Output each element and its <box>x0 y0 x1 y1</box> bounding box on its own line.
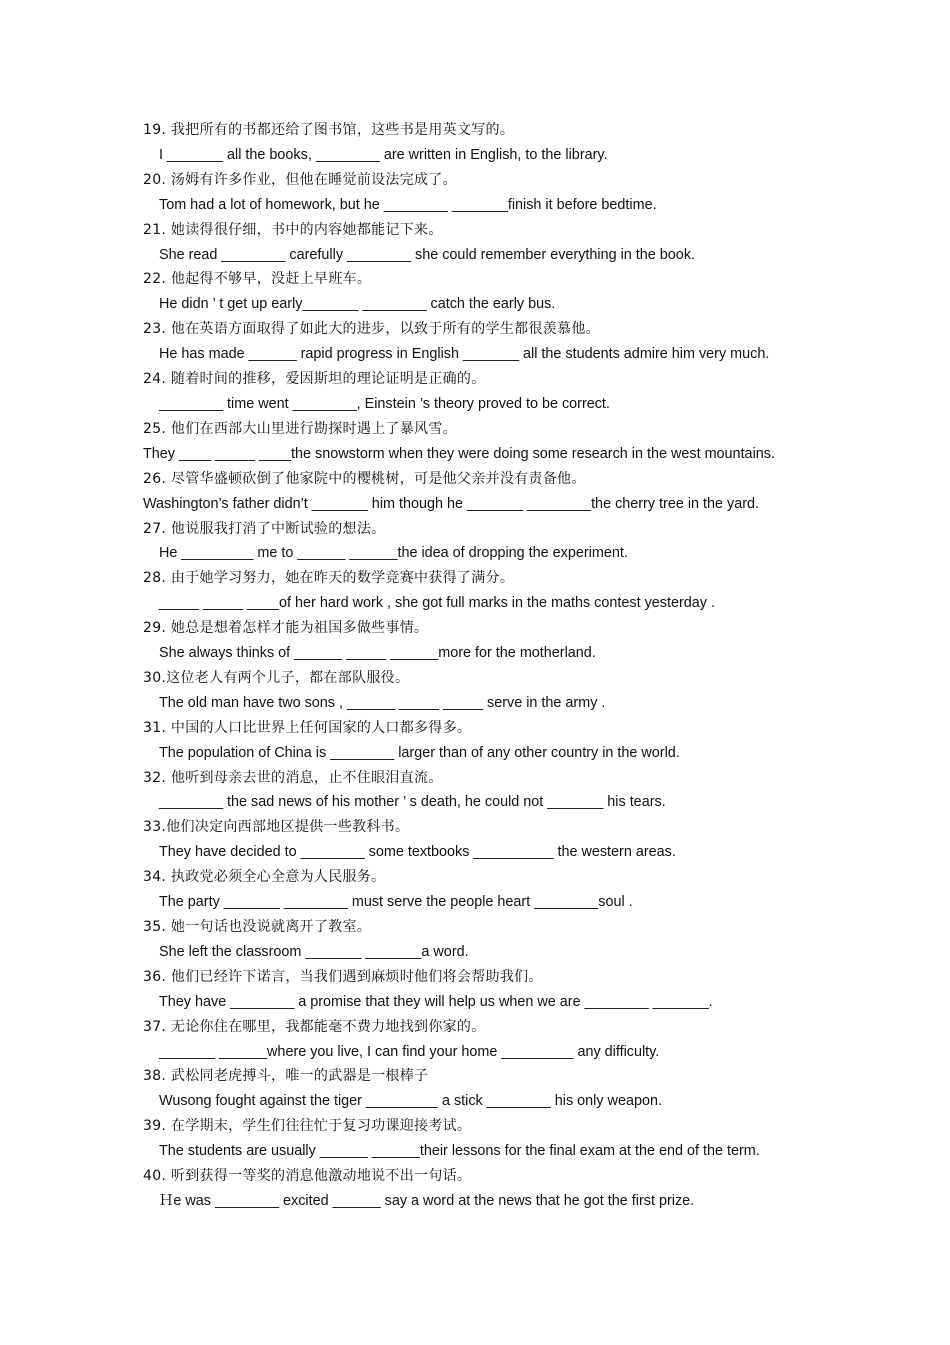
english-sentence: She always thinks of ______ _____ ______more for the motherland. <box>159 645 596 662</box>
english-sentence: Wusong fought against the tiger _________ a stick ________ his only weapon. <box>159 1093 662 1110</box>
exercise-item <box>143 666 823 716</box>
exercise-item <box>143 317 823 367</box>
english-sentence: ________ time went ________, Einstein ’s theory proved to be correct. <box>159 395 610 412</box>
english-sentence: Ｈe was ________ excited ______ say a word at the news that he got the first prize. <box>159 1192 695 1209</box>
english-sentence: He didn ’ t get up early_______ ________ catch the early bus. <box>159 296 556 313</box>
exercise-item <box>143 1064 823 1114</box>
english-sentence: The population of China is ________ larger than of any other country in the world. <box>159 744 680 761</box>
english-sentence: The party _______ ________ must serve the people heart ________soul . <box>159 894 633 911</box>
chinese-prompt: 25. 他们在西部大山里进行勘探时遇上了暴风雪。 <box>143 420 457 437</box>
exercise-item <box>143 367 823 417</box>
chinese-prompt: 28. 由于她学习努力，她在昨天的数学竞赛中获得了满分。 <box>143 570 515 587</box>
english-sentence: They ____ _____ ____the snowstorm when they were doing some research in the west mountains. <box>143 445 775 462</box>
chinese-prompt: 29. 她总是想着怎样才能为祖国多做些事情。 <box>143 620 429 637</box>
chinese-prompt: 32. 他听到母亲去世的消息，止不住眼泪直流。 <box>143 769 443 786</box>
exercise-item <box>143 1015 823 1065</box>
exercise-item <box>143 915 823 965</box>
english-sentence: The students are usually ______ ______their lessons for the final exam at the end of the term. <box>159 1143 760 1160</box>
chinese-prompt: 40. 听到获得一等奖的消息他激动地说不出一句话。 <box>143 1168 472 1185</box>
exercise-item <box>143 815 823 865</box>
chinese-prompt: 22. 他起得不够早，没赶上早班车。 <box>143 271 372 288</box>
chinese-prompt: 36. 他们已经许下诺言，当我们遇到麻烦时他们将会帮助我们。 <box>143 968 543 985</box>
chinese-prompt: 21. 她读得很仔细，书中的内容她都能记下来。 <box>143 221 443 238</box>
exercise-item <box>143 417 823 467</box>
chinese-prompt: 23. 他在英语方面取得了如此大的进步，以致于所有的学生都很羡慕他。 <box>143 321 600 338</box>
exercise-item <box>143 716 823 766</box>
chinese-prompt: 34. 执政党必须全心全意为人民服务。 <box>143 869 386 886</box>
english-sentence: ________ the sad news of his mother ’ s death, he could not _______ his tears. <box>159 794 666 811</box>
chinese-prompt: 37. 无论你住在哪里，我都能毫不费力地找到你家的。 <box>143 1018 486 1035</box>
english-sentence: _____ _____ ____of her hard work , she got full marks in the maths contest yesterday . <box>159 595 715 612</box>
chinese-prompt: 27. 他说服我打消了中断试验的想法。 <box>143 520 386 537</box>
chinese-prompt: 26. 尽管华盛顿砍倒了他家院中的樱桃树，可是他父亲并没有责备他。 <box>143 470 586 487</box>
chinese-prompt: 24. 随着时间的推移，爱因斯坦的理论证明是正确的。 <box>143 371 486 388</box>
english-sentence: _______ ______where you live, I can find your home _________ any difficulty. <box>159 1043 660 1060</box>
exercise-item <box>143 616 823 666</box>
english-sentence: He has made ______ rapid progress in English _______ all the students admire him very much. <box>159 346 770 363</box>
chinese-prompt: 33.他们决定向西部地区提供一些教科书。 <box>143 819 410 836</box>
exercise-item <box>143 566 823 616</box>
exercise-item <box>143 517 823 567</box>
exercise-item <box>143 267 823 317</box>
english-sentence: She left the classroom _______ _______a word. <box>159 943 469 960</box>
exercise-item <box>143 168 823 218</box>
english-sentence: I _______ all the books, ________ are written in English, to the library. <box>159 146 608 163</box>
english-sentence: They have ________ a promise that they will help us when we are ________ _______. <box>159 993 713 1010</box>
exercise-item <box>143 118 823 168</box>
english-sentence: They have decided to ________ some textbooks __________ the western areas. <box>159 844 676 861</box>
exercise-item <box>143 865 823 915</box>
english-sentence: Tom had a lot of homework, but he ________ _______finish it before bedtime. <box>159 196 657 213</box>
exercise-item <box>143 218 823 268</box>
exercise-list <box>143 118 823 1214</box>
chinese-prompt: 30.这位老人有两个儿子，都在部队服役。 <box>143 669 410 686</box>
chinese-prompt: 35. 她一句话也没说就离开了教室。 <box>143 919 372 935</box>
exercise-item <box>143 1114 823 1164</box>
chinese-prompt: 38. 武松同老虎搏斗，唯一的武器是一根棒子 <box>143 1068 429 1085</box>
chinese-prompt: 20. 汤姆有许多作业，但他在睡觉前设法完成了。 <box>143 171 457 188</box>
exercise-item <box>143 1164 823 1214</box>
exercise-item <box>143 467 823 517</box>
chinese-prompt: 39. 在学期末，学生们往往忙于复习功课迎接考试。 <box>143 1118 472 1135</box>
chinese-prompt: 19. 我把所有的书都还给了图书馆，这些书是用英文写的。 <box>143 122 515 138</box>
english-sentence: Washington’s father didn’t _______ him though he _______ ________the cherry tree in the yard. <box>143 495 760 512</box>
chinese-prompt: 31. 中国的人口比世界上任何国家的人口都多得多。 <box>143 719 472 736</box>
english-sentence: She read ________ carefully ________ she could remember everything in the book. <box>159 246 696 263</box>
english-sentence: The old man have two sons , ______ _____ _____ serve in the army . <box>159 694 606 711</box>
english-sentence: He _________ me to ______ ______the idea of dropping the experiment. <box>159 545 628 562</box>
exercise-item <box>143 965 823 1015</box>
exercise-item <box>143 766 823 816</box>
